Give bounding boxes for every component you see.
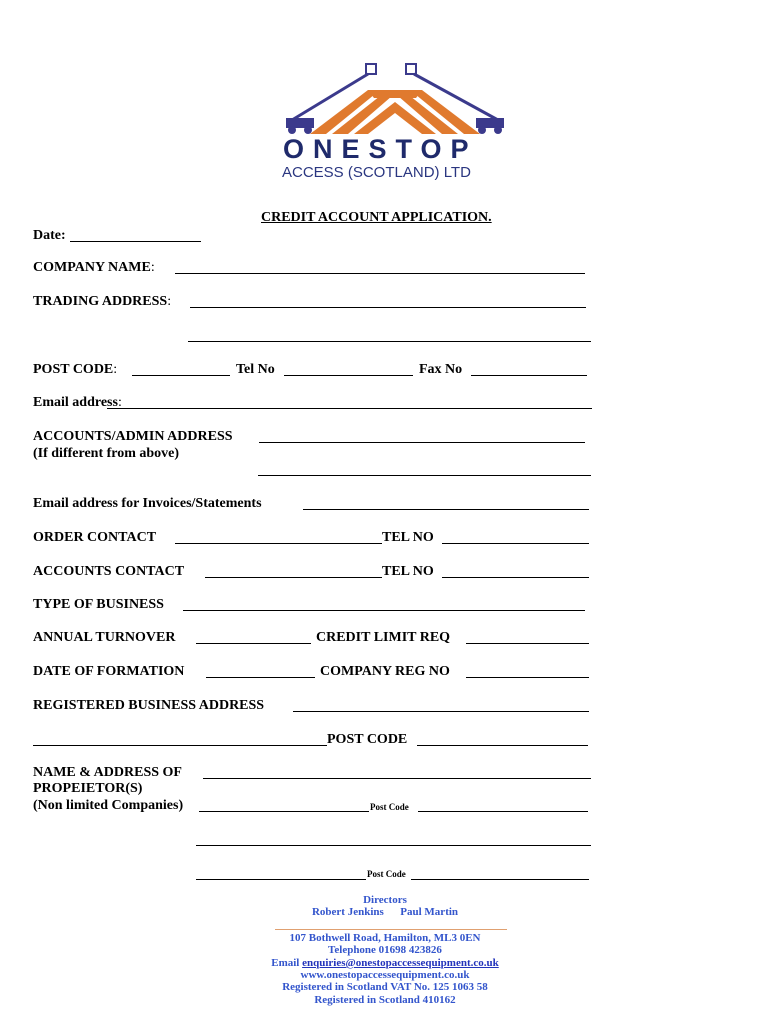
- order-contact-label: ORDER CONTACT: [33, 530, 157, 545]
- company-reg-no-field[interactable]: [466, 677, 589, 678]
- credit-limit-label: CREDIT LIMIT REQ: [316, 630, 451, 645]
- type-of-business-field[interactable]: [183, 610, 585, 611]
- registered-post-code-label: POST CODE: [327, 732, 408, 747]
- footer-directors-label: Directors: [363, 894, 407, 906]
- director-1: Robert Jenkins: [311, 906, 384, 918]
- date-of-formation-field[interactable]: [206, 677, 315, 678]
- footer-registration: Registered in Scotland 410162: [314, 994, 456, 1006]
- proprietor-address-field-1[interactable]: [203, 778, 591, 779]
- footer-directors-names: [0, 906, 770, 918]
- registered-business-address-field-1[interactable]: [293, 711, 589, 712]
- post-code-label: POST CODE:: [33, 362, 118, 377]
- logo-name: ONESTOP: [283, 134, 478, 164]
- registered-business-address-label: REGISTERED BUSINESS ADDRESS: [33, 698, 265, 713]
- proprietor-address-field-3[interactable]: [196, 845, 591, 846]
- email-field[interactable]: [107, 408, 592, 409]
- trading-address-field-2[interactable]: [188, 341, 591, 342]
- type-of-business-label: TYPE OF BUSINESS: [33, 597, 164, 612]
- accounts-admin-address-field-2[interactable]: [258, 475, 591, 476]
- annual-turnover-label: ANNUAL TURNOVER: [33, 630, 176, 645]
- logo-subtitle: ACCESS (SCOTLAND) LTD: [282, 164, 471, 181]
- accounts-contact-field[interactable]: [205, 577, 382, 578]
- email-label: Email address:: [33, 395, 122, 410]
- proprietor-post-code-label-1: Post Code: [370, 802, 409, 812]
- date-field[interactable]: [70, 241, 201, 242]
- footer-email-label: Email: [271, 957, 300, 969]
- proprietor-address-field-2[interactable]: [199, 811, 369, 812]
- if-different-note: (If different from above): [33, 446, 180, 461]
- order-contact-tel-field[interactable]: [442, 543, 589, 544]
- footer-email: [0, 957, 770, 969]
- accounts-contact-tel-label: TEL NO: [382, 564, 434, 579]
- proprietor-post-code-field-2[interactable]: [411, 879, 589, 880]
- date-label: Date:: [33, 228, 66, 243]
- director-2: Paul Martin: [400, 906, 459, 918]
- non-limited-label: (Non limited Companies): [33, 798, 184, 813]
- trading-address-field-1[interactable]: [190, 307, 586, 308]
- company-logo: [280, 58, 510, 188]
- email-invoices-field[interactable]: [303, 509, 589, 510]
- logo-graphic: [280, 58, 510, 138]
- company-reg-no-label: COMPANY REG NO: [320, 664, 450, 679]
- trading-address-label: TRADING ADDRESS:: [33, 294, 172, 309]
- proprietor-address-field-4[interactable]: [196, 879, 366, 880]
- accounts-admin-address-field-1[interactable]: [259, 442, 585, 443]
- credit-limit-field[interactable]: [466, 643, 589, 644]
- accounts-admin-address-label: ACCOUNTS/ADMIN ADDRESS: [33, 429, 233, 444]
- tel-no-field[interactable]: [284, 375, 413, 376]
- company-name-field[interactable]: [175, 273, 585, 274]
- footer-address: 107 Bothwell Road, Hamilton, ML3 0EN: [289, 932, 481, 944]
- accounts-contact-tel-field[interactable]: [442, 577, 589, 578]
- proprietor-post-code-field-1[interactable]: [418, 811, 588, 812]
- form-title: CREDIT ACCOUNT APPLICATION.: [261, 210, 492, 225]
- order-contact-field[interactable]: [175, 543, 382, 544]
- registered-business-address-field-2[interactable]: [33, 745, 327, 746]
- company-name-label: COMPANY NAME:: [33, 260, 155, 275]
- tel-no-label: Tel No: [236, 362, 275, 377]
- registered-post-code-field[interactable]: [417, 745, 588, 746]
- annual-turnover-field[interactable]: [196, 643, 311, 644]
- footer-vat: Registered in Scotland VAT No. 125 1063 58: [282, 981, 488, 993]
- fax-no-field[interactable]: [471, 375, 587, 376]
- proprietor-post-code-label-2: Post Code: [367, 869, 406, 879]
- footer-website[interactable]: www.onestopaccessequipment.co.uk: [300, 969, 470, 981]
- date-of-formation-label: DATE OF FORMATION: [33, 664, 185, 679]
- order-contact-tel-label: TEL NO: [382, 530, 434, 545]
- footer-telephone: Telephone 01698 423826: [328, 944, 442, 956]
- footer-email-link[interactable]: enquiries@onestopaccessequipment.co.uk: [302, 957, 499, 969]
- footer-divider: [275, 929, 507, 930]
- accounts-contact-label: ACCOUNTS CONTACT: [33, 564, 185, 579]
- name-address-of-label: NAME & ADDRESS OF: [33, 765, 182, 780]
- post-code-field[interactable]: [132, 375, 230, 376]
- fax-no-label: Fax No: [419, 362, 463, 377]
- email-invoices-label: Email address for Invoices/Statements: [33, 496, 262, 511]
- proprietors-label: PROPEIETOR(S): [33, 781, 143, 796]
